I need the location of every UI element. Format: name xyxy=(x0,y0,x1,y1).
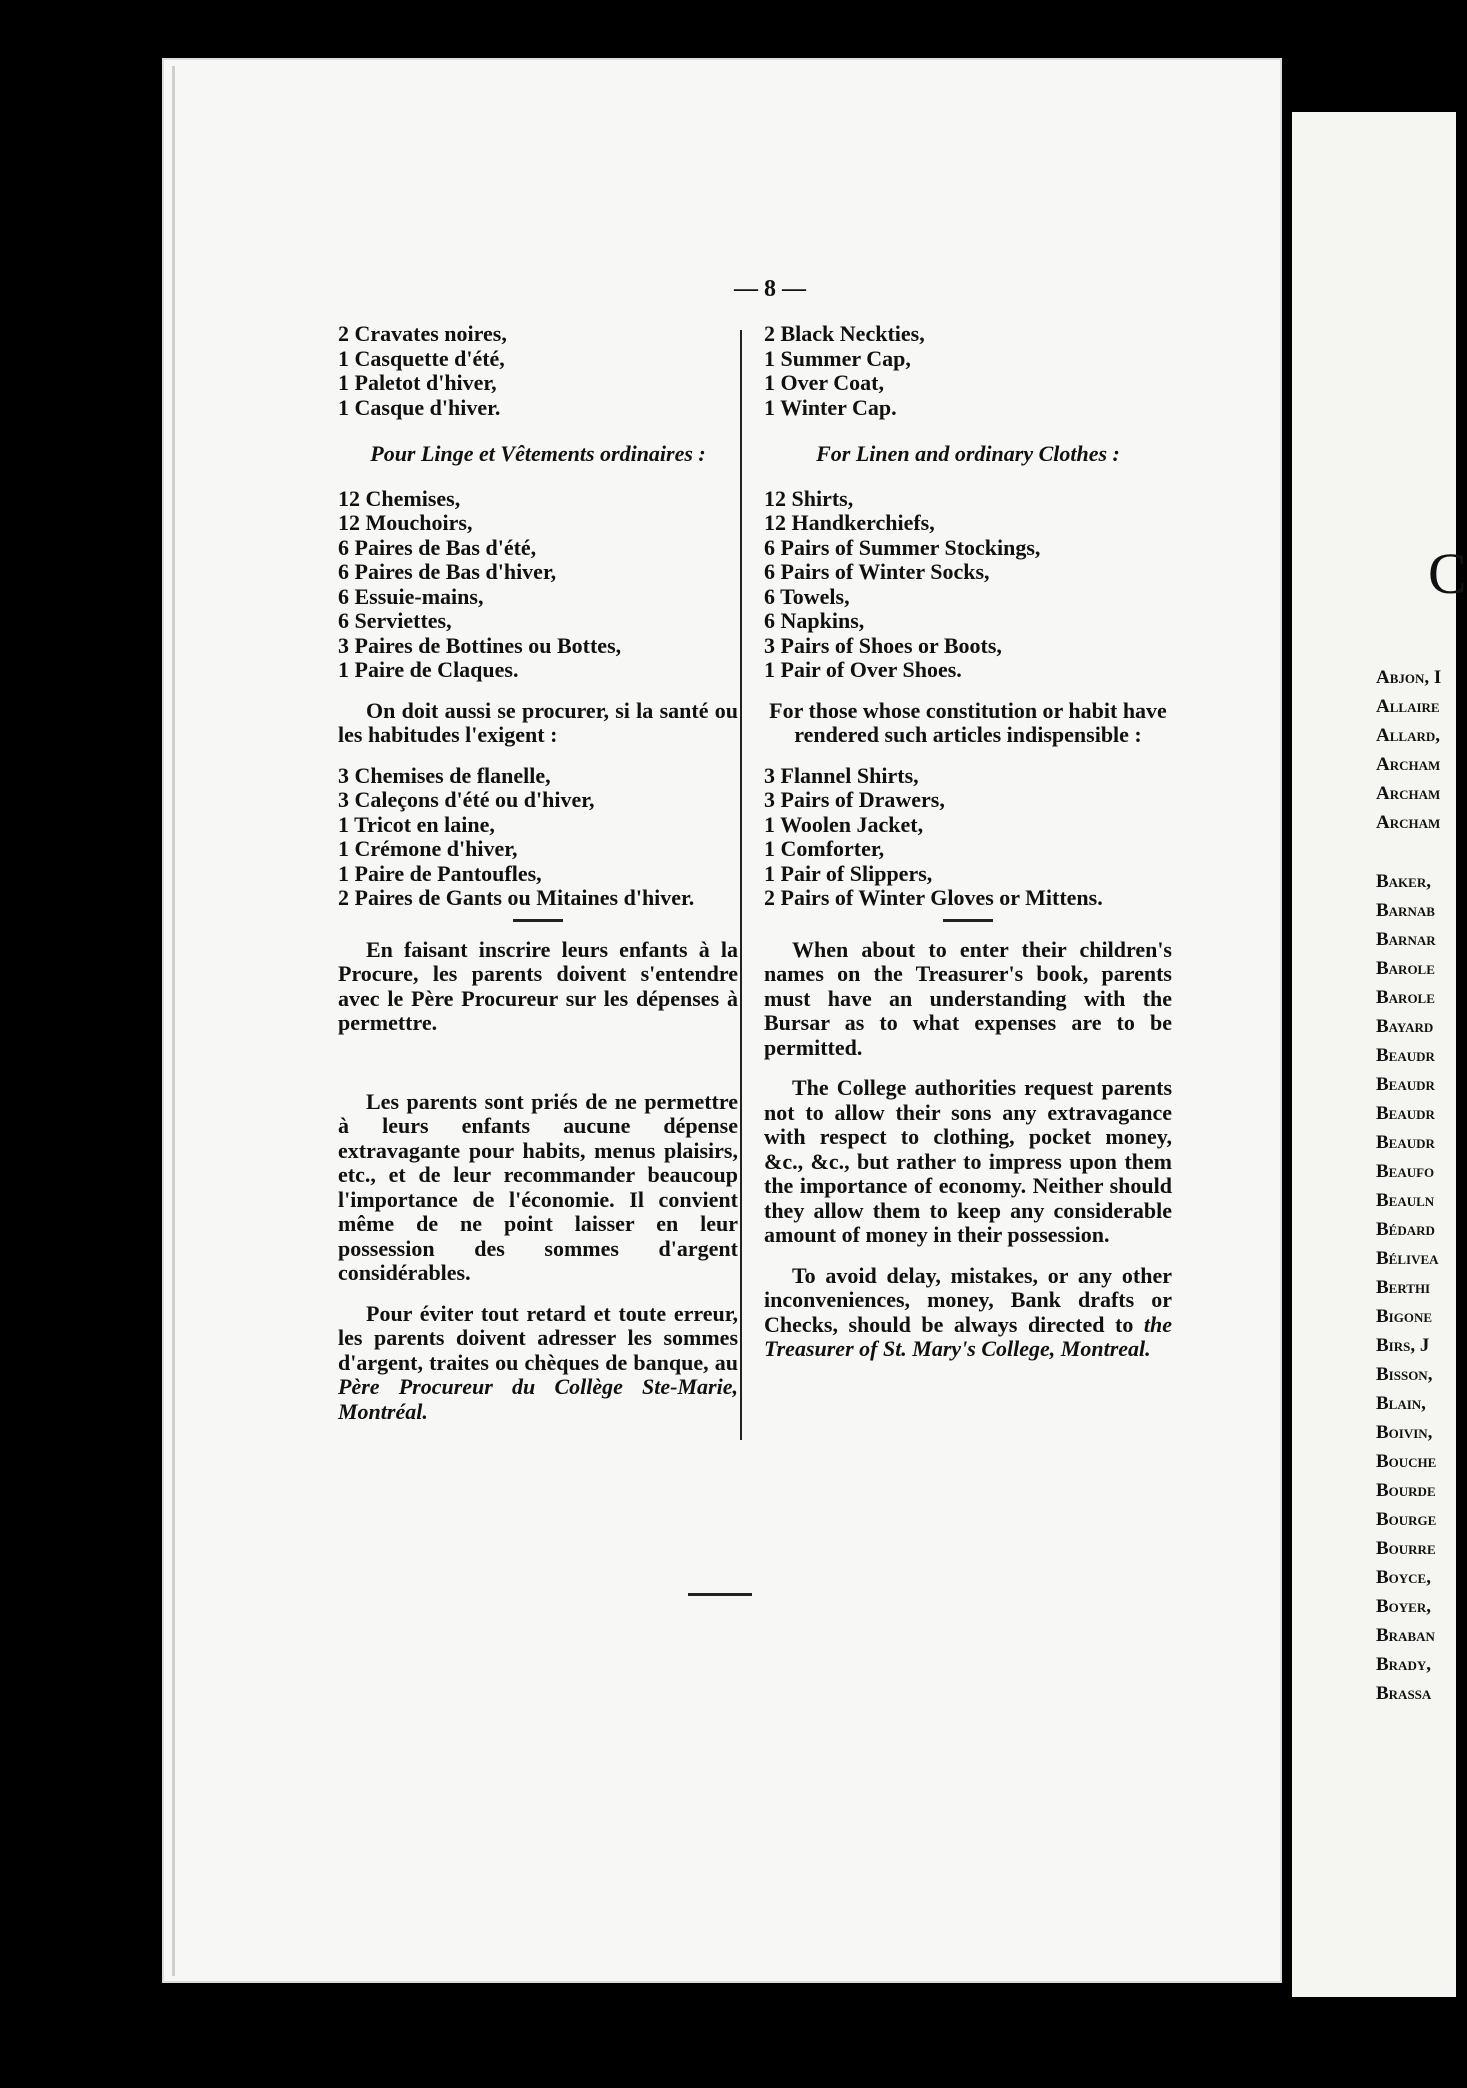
french-items-health xyxy=(338,764,738,911)
list-item: 6 Paires de Bas d'hiver, xyxy=(338,559,557,584)
list-item: Blain, xyxy=(1376,1393,1426,1414)
list-item: 12 Mouchoirs, xyxy=(338,510,473,535)
list-item: 1 Paire de Pantoufles, xyxy=(338,860,542,886)
list-item: 1 Woolen Jacket, xyxy=(764,811,924,837)
list-item: Abjon, I xyxy=(1376,667,1442,688)
section-rule xyxy=(943,919,993,922)
list-item: Beaudr xyxy=(1376,1103,1435,1124)
list-item: 3 Paires de Bottines ou Bottes, xyxy=(338,632,622,658)
list-item: 3 Caleçons d'été ou d'hiver, xyxy=(338,787,595,812)
list-item: Bourde xyxy=(1376,1480,1436,1501)
list-item: Béliveа xyxy=(1376,1248,1439,1269)
english-linen-heading: For Linen and ordinary Clothes : xyxy=(816,441,1120,466)
list-item: Brassa xyxy=(1376,1683,1432,1704)
french-payment-text: Pour éviter tout retard et toute erreur, les parents doivent adresser les sommes d'argent, traites ou chèques de banque, au xyxy=(338,1300,738,1375)
list-item: 1 Winter Cap. xyxy=(764,394,897,420)
list-item: 2 Paires de Gants ou Mitaines d'hiver. xyxy=(338,885,695,910)
list-item: Barnar xyxy=(1376,929,1436,950)
list-item: 12 Shirts, xyxy=(764,485,854,511)
list-item: Archam xyxy=(1376,783,1441,804)
list-item: Brady, xyxy=(1376,1654,1431,1675)
list-item: Allard, xyxy=(1376,725,1440,746)
list-item: Bayard xyxy=(1376,1016,1434,1037)
list-item: 1 Pair of Slippers, xyxy=(764,860,933,886)
french-payment-italic: Père Procureur du Collège Ste-Marie, Montréal. xyxy=(338,1374,738,1424)
section-rule xyxy=(513,919,563,922)
english-items-top xyxy=(764,322,1172,420)
english-treasurer-paragraph: When about to enter their children's names on the Treasurer's book, parents must have an understanding with the Bursar as to what expenses are to be permitted. xyxy=(764,936,1172,1060)
list-item: 1 Casquette d'été, xyxy=(338,345,505,371)
list-item: Bourre xyxy=(1376,1538,1436,1559)
list-item: 3 Flannel Shirts, xyxy=(764,762,919,788)
list-item: 1 Summer Cap, xyxy=(764,345,911,371)
list-item: 2 Black Neckties, xyxy=(764,321,925,346)
english-payment-text: To avoid delay, mistakes, or any other inconveniences, money, Bank drafts or Checks, should be always directed to xyxy=(764,1262,1172,1337)
english-payment-paragraph xyxy=(764,1264,1172,1362)
list-item: Allaire xyxy=(1376,696,1440,717)
list-item: Bouche xyxy=(1376,1451,1437,1472)
list-item: Beaudr xyxy=(1376,1132,1435,1153)
list-item: 3 Pairs of Shoes or Boots, xyxy=(764,632,1002,658)
list-item: 12 Chemises, xyxy=(338,485,461,511)
list-item: 6 Serviettes, xyxy=(338,608,452,633)
french-payment-paragraph xyxy=(338,1302,738,1425)
english-payment-italic: the Treasurer of St. Mary's College, Montreal. xyxy=(764,1311,1172,1361)
list-item: 6 Essuie-mains, xyxy=(338,583,484,609)
list-item: 6 Napkins, xyxy=(764,608,865,633)
list-item: Bigone xyxy=(1376,1306,1433,1327)
column-divider xyxy=(740,330,742,1440)
french-linen-heading: Pour Linge et Vêtements ordinaires : xyxy=(370,441,706,466)
list-item: 1 Paire de Claques. xyxy=(338,657,519,682)
list-item: 1 Casque d'hiver. xyxy=(338,394,501,420)
right-page-title-fragment: C xyxy=(1428,541,1467,606)
list-item: Berthi xyxy=(1376,1277,1431,1298)
list-item: 1 Tricot en laine, xyxy=(338,811,495,837)
list-item: Barole xyxy=(1376,958,1435,979)
list-item: 6 Pairs of Winter Socks, xyxy=(764,559,990,584)
list-item: 1 Over Coat, xyxy=(764,370,884,395)
english-items-linen xyxy=(764,487,1172,683)
list-item: Boivin, xyxy=(1376,1422,1433,1443)
french-items-top xyxy=(338,322,738,420)
list-item: 6 Towels, xyxy=(764,583,850,609)
list-item: 6 Pairs of Summer Stockings, xyxy=(764,534,1041,560)
french-health-intro: On doit aussi se procurer, si la santé ou les habitudes l'exigent : xyxy=(338,697,738,747)
list-item: Baker, xyxy=(1376,871,1431,892)
french-economy-paragraph: Les parents sont priés de ne permettre à leurs enfants aucune dépense extravagante pour habits, menus plaisirs, etc., et de leur recommander beaucoup l'importance de l'économie. Il convient même de ne point laisser en leur possession des sommes d'argent considérables. xyxy=(338,1088,738,1285)
list-item: Boyce, xyxy=(1376,1567,1431,1588)
french-column xyxy=(338,322,738,1440)
list-item: 2 Pairs of Winter Gloves or Mittens. xyxy=(764,885,1103,910)
list-item: Barnab xyxy=(1376,900,1435,921)
surname-list xyxy=(1376,663,1441,1708)
list-item: 3 Chemises de flanelle, xyxy=(338,762,551,788)
list-item: Bisson, xyxy=(1376,1364,1433,1385)
list-item: Beaudr xyxy=(1376,1074,1435,1095)
list-item: Bourge xyxy=(1376,1509,1437,1530)
list-item: Braban xyxy=(1376,1625,1435,1646)
list-item: Boyer, xyxy=(1376,1596,1431,1617)
french-items-linen xyxy=(338,487,738,683)
page-number: — 8 — xyxy=(734,276,806,302)
list-item: 1 Pair of Over Shoes. xyxy=(764,657,962,682)
english-authorities-paragraph: The College authorities request parents not to allow their sons any extravagance with respect to clothing, pocket money, &c., &c., but rather to impress upon them the importance of economy. Neither should they allow them to keep any considerable amount of money in their possession. xyxy=(764,1075,1172,1247)
list-item: Archam xyxy=(1376,812,1441,833)
closing-rule xyxy=(688,1593,752,1596)
list-item: 6 Paires de Bas d'été, xyxy=(338,534,537,560)
list-item: Beauln xyxy=(1376,1190,1435,1211)
list-item: 1 Comforter, xyxy=(764,836,885,861)
english-health-intro: For those whose constitution or habit have rendered such articles indispensible : xyxy=(769,697,1167,747)
list-item: Bédard xyxy=(1376,1219,1435,1240)
list-item: Barole xyxy=(1376,987,1435,1008)
english-column xyxy=(764,322,1172,1378)
list-item: 1 Crémone d'hiver, xyxy=(338,836,518,861)
list-item: 3 Pairs of Drawers, xyxy=(764,787,945,812)
list-item: Archam xyxy=(1376,754,1441,775)
list-item: 1 Paletot d'hiver, xyxy=(338,370,497,395)
list-item: Beaudr xyxy=(1376,1045,1435,1066)
list-item: 12 Handkerchiefs, xyxy=(764,510,935,535)
list-item: 2 Cravates noires, xyxy=(338,321,507,346)
list-item: Beaufo xyxy=(1376,1161,1435,1182)
list-item: Birs, J xyxy=(1376,1335,1430,1356)
french-procure-paragraph: En faisant inscrire leurs enfants à la Procure, les parents doivent s'entendre avec le Père Procureur sur les dépenses à permettre. xyxy=(338,936,738,1035)
english-items-health xyxy=(764,764,1172,911)
